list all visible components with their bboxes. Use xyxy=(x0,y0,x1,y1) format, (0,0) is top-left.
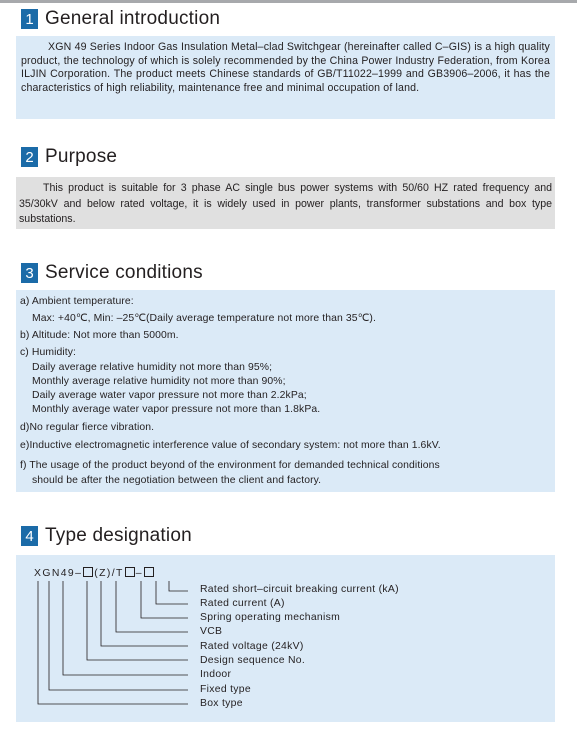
service-line: should be after the negotiation between the client and factory. xyxy=(32,475,322,486)
section-title: General introduction xyxy=(45,8,221,29)
leader-line xyxy=(156,581,188,604)
section-type-heading xyxy=(21,525,192,547)
general-panel xyxy=(16,36,555,119)
leader-line xyxy=(38,581,188,704)
general-text: XGN 49 Series Indoor Gas Insulation Metal–clad Switchgear (hereinafter called C–GIS) is a high quality product, the technology of which is solely recommended by the China Power Industry Federation, from Korea ILJIN Corporation. The product meets Chinese standards of GB/T11022–1999 and GB3906–2006, it has the characteristics of high reliability, maintenance free and minimal occupation of land. xyxy=(21,41,550,95)
section-number: 1 xyxy=(21,9,38,29)
service-line: a) Ambient temperature: xyxy=(20,296,134,307)
model-code: XGN49– (Z)/T – xyxy=(34,567,155,579)
designation-label: Rated current (A) xyxy=(200,598,285,609)
leader-line xyxy=(169,581,188,591)
purpose-text: This product is suitable for 3 phase AC single bus power systems with 50/60 HZ rated frequency and 35/30kV and below rated voltage, it is widely used in power plants, transformer substations and box type substations. xyxy=(19,182,552,225)
service-line: Daily average water vapor pressure not more than 2.2kPa; xyxy=(32,390,307,401)
section-service-heading xyxy=(21,262,203,284)
leader-line xyxy=(141,581,188,618)
section-general-heading xyxy=(21,8,220,30)
leader-line xyxy=(49,581,188,690)
top-rule xyxy=(0,0,577,3)
section-title: Type designation xyxy=(45,525,192,546)
service-panel xyxy=(16,290,555,492)
service-line: Monthly average relative humidity not more than 90%; xyxy=(32,376,286,387)
service-line: e)Inductive electromagnetic interference value of secondary system: not more than 1.6kV. xyxy=(20,440,441,451)
designation-label: Box type xyxy=(200,698,243,709)
service-line: Monthly average water vapor pressure not more than 1.8kPa. xyxy=(32,404,321,415)
type-designation-panel xyxy=(16,555,555,722)
designation-label: Design sequence No. xyxy=(200,655,306,666)
purpose-panel xyxy=(16,177,555,229)
designation-label: Rated short–circuit breaking current (kA) xyxy=(200,584,399,595)
section-purpose-heading xyxy=(21,146,117,168)
leader-line xyxy=(87,581,188,660)
section-title: Purpose xyxy=(45,146,118,167)
section-number: 2 xyxy=(21,147,38,167)
service-line: d)No regular fierce vibration. xyxy=(20,422,155,433)
section-title: Service conditions xyxy=(45,262,203,283)
designation-label: Spring operating mechanism xyxy=(200,612,341,623)
service-line: b) Altitude: Not more than 5000m. xyxy=(20,330,179,341)
leader-line xyxy=(63,581,188,675)
designation-leader-lines xyxy=(16,555,216,722)
section-number: 4 xyxy=(21,526,38,546)
designation-label: Fixed type xyxy=(200,684,251,695)
leader-line xyxy=(116,581,188,632)
designation-label: Indoor xyxy=(200,669,232,680)
service-line: c) Humidity: xyxy=(20,347,77,358)
designation-label: VCB xyxy=(200,626,223,637)
service-line: Max: +40℃, Min: –25℃(Daily average temperature not more than 35℃). xyxy=(32,313,376,324)
section-number: 3 xyxy=(21,263,38,283)
service-line: Daily average relative humidity not more than 95%; xyxy=(32,362,273,373)
service-line: f) The usage of the product beyond of the environment for demanded technical conditions xyxy=(20,460,440,471)
designation-label: Rated voltage (24kV) xyxy=(200,641,304,652)
